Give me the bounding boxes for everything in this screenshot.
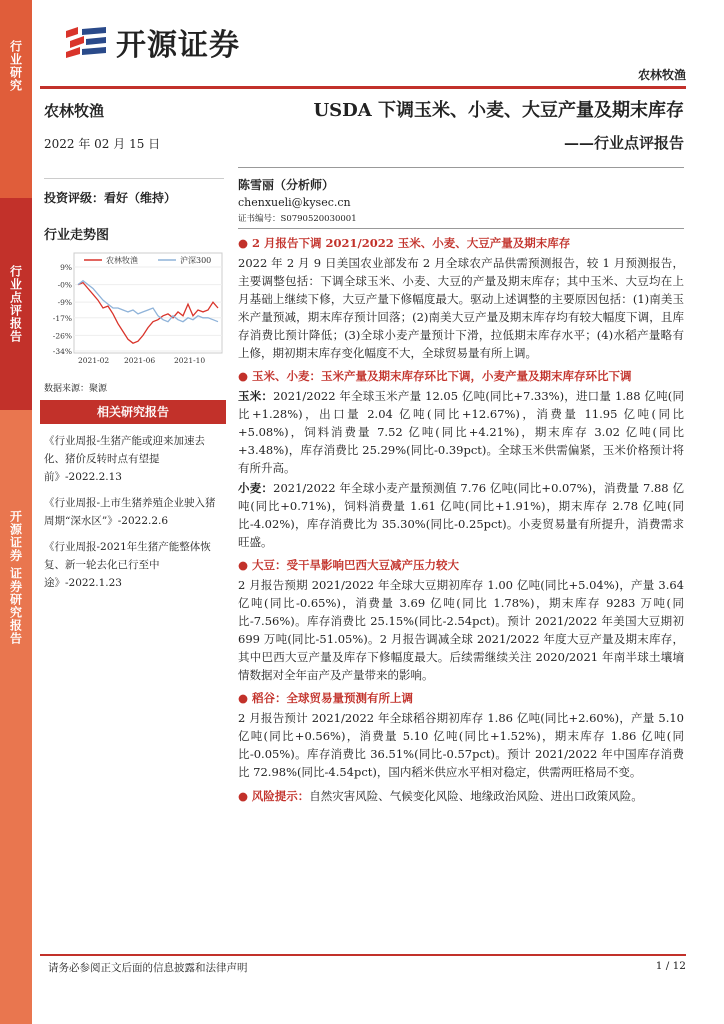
chart-source: 数据来源：聚源 — [44, 384, 108, 394]
analyst-email[interactable]: chenxueli@kysec.cn — [238, 196, 351, 209]
section-paragraph: 玉米：2021/2022 年全球玉米产量 12.05 亿吨(同比+7.33%)，进口量 1.88 亿吨(同比+1.28%)，出口量 2.04 亿吨(同比+12.67%)，消费量 11.95 亿吨(同比+5.08%)，饲料消费量 7.52 亿吨(同比+4.21%)，期末库存 3.02 亿吨(同比+3.48%)，库存消费比 25.29%(同比-0.39pct)。全球玉米供需偏紧，玉米价格预计将有所升高。 — [238, 389, 684, 475]
risk-warning: ● 风险提示：自然灾害风险、气候变化风险、地缘政治风险、进出口政策风险。 — [238, 789, 643, 803]
related-report-link[interactable]: 《行业周报-上市生猪养殖企业驶入猪周期“深水区”》-2022.2.6 — [44, 497, 216, 527]
x-tick-label: 2021-06 — [124, 356, 156, 365]
section-paragraph: 2 月报告预期 2021/2022 年全球大豆期初库存 1.00 亿吨(同比+5.04%)，产量 3.64 亿吨(同比-0.65%)，消费量 3.69 亿吨(同比 1.78%)，期末库存 9283 万吨(同比-7.56%)。库存消费比 25.15%(同比-2.54pct)。预计 2021/2022 年美国大豆期初 699 万吨(同比-51.05%)。2 月报告调减全球 2021/2022 年度大豆产量及期末库存，其中巴西大豆产量及库存下修幅度最大。后续需继续关注 2020/2021 年南半球土壤墒情数据对全年亩产及产量带来的影响。 — [238, 578, 684, 682]
section-paragraph: 2 月报告预计 2021/2022 年全球稻谷期初库存 1.86 亿吨(同比+2.60%)，产量 5.10 亿吨(同比+0.56%)，消费量 5.10 亿吨(同比+1.52%)，期末库存 1.86 亿吨(同比-0.05%)。库存消费比 36.51%(同比-0.57pct)。预计 2021/2022 年中国库存消费比 72.98%(同比-4.54pct)，国内稻米供应水平相对稳定，供需两旺格局不变。 — [238, 711, 684, 779]
y-tick-label: 9% — [60, 263, 72, 272]
report-date: 2022 年 02 月 15 日 — [44, 137, 161, 151]
section-heading: ● 稻谷：全球贸易量预测有所上调 — [238, 691, 414, 705]
analyst-cert: 证书编号：S0790520030001 — [238, 214, 357, 224]
section-paragraph: 2022 年 2 月 9 日美国农业部发布 2 月全球农产品供需预测报告，较 1 月预测报告，主要调整包括：下调全球玉米、小麦、大豆的产量及期末库存；其中玉米、大豆均在上月基础上继续下修，大豆产量下修幅度最大。驱动上述调整的主要原因包括：(1)南美玉米产量预减，期末库存预计回落；(2)南美大豆产量及期末库存均有较大幅度下调，且库存消费比预计降低；(3)全球小麦产量预计下滑，拉低期末库存水平；(4)水稻产量略有上修，期初期末库存变化幅度不大，全球贸易量有所上调。 — [238, 256, 684, 360]
report-title: USDA 下调玉米、小麦、大豆产量及期末库存 — [313, 100, 684, 121]
bullet-icon: ● — [238, 691, 253, 705]
legend-label: 农林牧渔 — [106, 256, 138, 265]
footer-divider — [40, 954, 686, 956]
x-axis — [78, 356, 205, 365]
y-tick-label: -26% — [52, 331, 72, 341]
main-column — [238, 96, 684, 805]
section-heading: ● 玉米、小麦：玉米产量及期末库存环比下调，小麦产量及期末库存环比下调 — [238, 369, 632, 383]
left-column — [44, 100, 224, 394]
sidebar-strip-research: 行业研究 — [0, 0, 32, 198]
y-tick-label: -17% — [52, 313, 72, 323]
sector-title: 农林牧渔 — [44, 102, 105, 120]
report-subtitle: ——行业点评报告 — [563, 134, 684, 152]
y-tick-label: -34% — [52, 347, 72, 356]
trend-chart-title: 行业走势图 — [44, 228, 110, 243]
page-number: 1 / 12 — [655, 960, 686, 972]
x-tick-label: 2021-02 — [78, 356, 110, 365]
header-divider — [40, 86, 686, 89]
bullet-icon: ● — [238, 369, 253, 383]
header-sector-tag: 农林牧渔 — [637, 68, 686, 82]
x-tick-label: 2021-10 — [174, 356, 206, 365]
section-heading: ● 2 月报告下调 2021/2022 玉米、小麦、大豆产量及期末库存 — [238, 236, 571, 250]
brand-logo — [64, 20, 240, 64]
plot-area — [74, 253, 222, 353]
bullet-icon: ● — [238, 236, 253, 250]
y-tick-label: -9% — [57, 298, 72, 308]
sidebar-strip-brand: 开源证券 证券研究报告 — [0, 410, 32, 1024]
footer-disclaimer: 请务必参阅正文后面的信息披露和法律声明 — [48, 962, 248, 974]
section-heading: ● 大豆：受干旱影响巴西大豆减产压力较大 — [238, 558, 460, 572]
brand-name: 开源证券 — [116, 28, 240, 63]
brand-logo-icon — [64, 25, 108, 59]
related-report-link[interactable]: 《行业周报-生猪产能或迎来加速去化、猪价反转时点有望提前》-2022.2.13 — [44, 435, 206, 483]
sidebar-strip-report-type: 行业点评报告 — [0, 198, 32, 410]
section-paragraph: 小麦：2021/2022 年全球小麦产量预测值 7.76 亿吨(同比+0.07%)，消费量 7.88 亿吨(同比+0.71%)，饲料消费量 1.61 亿吨(同比+1.91%)，期末库存 2.78 亿吨(同比-4.02%)，库存消费比为 35.30%(同比-0.25pct)。小麦贸易量有所提升，消费需求旺盛。 — [238, 481, 684, 549]
bullet-icon: ● — [238, 789, 252, 803]
cert-divider — [238, 228, 684, 229]
bullet-icon: ● — [238, 558, 253, 572]
related-reports-list — [44, 432, 224, 600]
trend-chart-svg — [44, 251, 224, 375]
related-reports-header: 相关研究报告 — [40, 400, 226, 424]
analyst-name: 陈雪丽（分析师） — [238, 178, 335, 192]
trend-chart — [44, 251, 224, 379]
investment-rating: 投资评级：看好（维持） — [44, 178, 224, 206]
related-report-link[interactable]: 《行业周报-2021年生猪产能整体恢复、新一轮去化已行至中途》-2022.1.23 — [44, 541, 211, 589]
legend-label: 沪深300 — [180, 256, 212, 265]
y-tick-label: -0% — [57, 280, 72, 290]
analyst-divider — [238, 167, 684, 168]
